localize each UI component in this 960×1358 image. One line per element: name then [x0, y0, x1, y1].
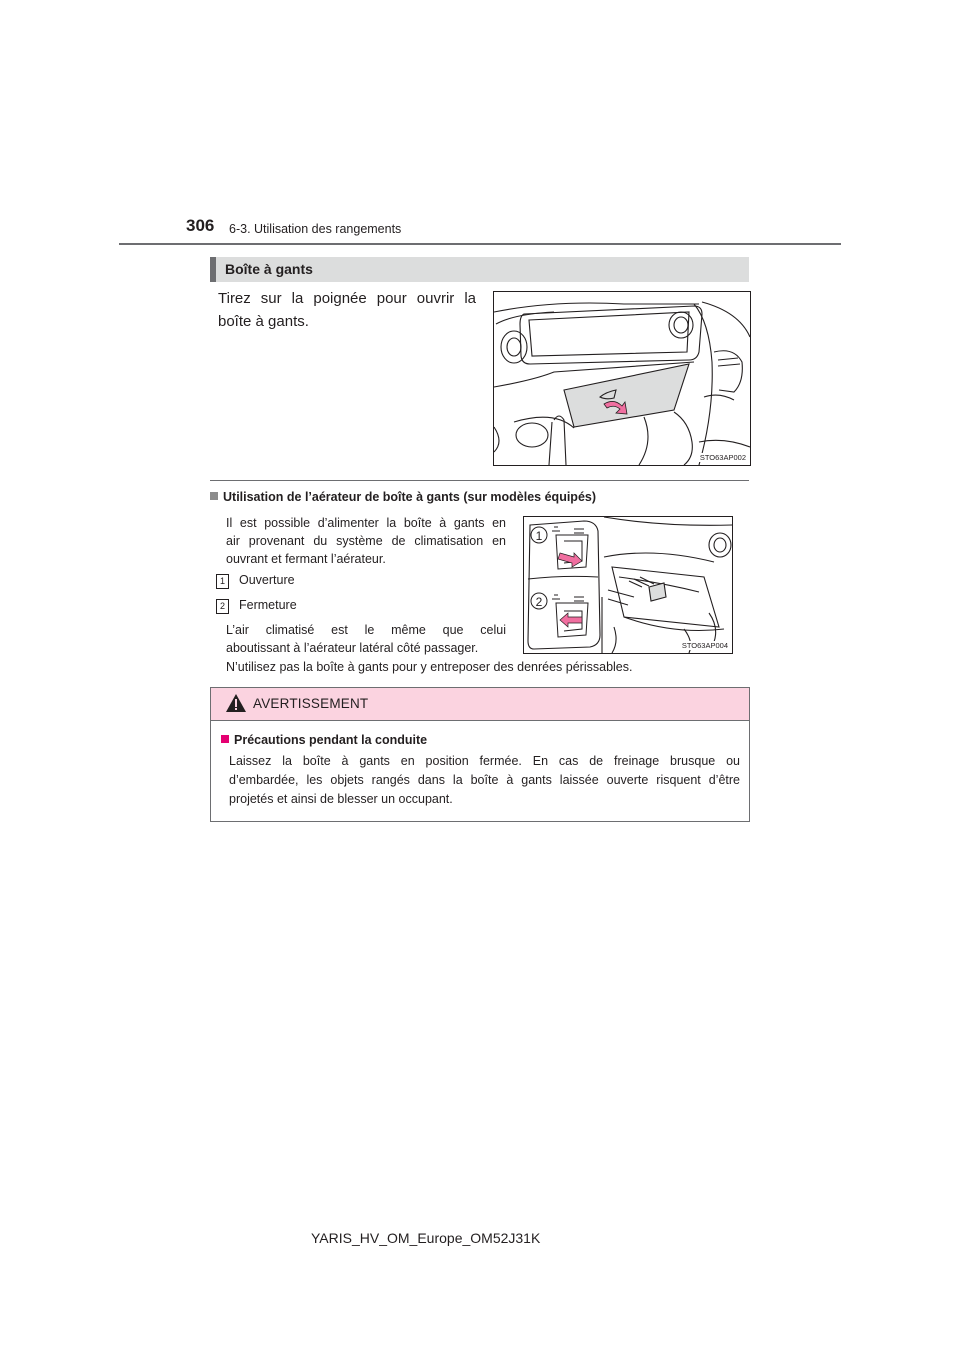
- paragraph-line: L’air climatisé est le même que celui: [226, 623, 506, 637]
- item-number: 2: [216, 599, 229, 614]
- dashboard-drawing: [494, 292, 750, 465]
- paragraph-line: air provenant du système de climatisation en: [226, 534, 506, 548]
- section-title: Boîte à gants: [225, 261, 313, 277]
- section-divider: [210, 480, 749, 481]
- subsection-heading: [210, 490, 596, 504]
- header-rule: [119, 243, 841, 245]
- square-bullet-icon: [221, 735, 229, 743]
- footer-doc-id: YARIS_HV_OM_Europe_OM52J31K: [311, 1230, 541, 1246]
- page-number: 306: [186, 216, 215, 235]
- warning-title: AVERTISSEMENT: [253, 696, 369, 711]
- warning-subtitle: [221, 733, 427, 747]
- perishables-note: N’utilisez pas la boîte à gants pour y entreposer des denrées périssables.: [226, 660, 633, 674]
- glove-box-illustration: [493, 291, 751, 466]
- intro-line: boîte à gants.: [218, 313, 309, 330]
- warning-line: Laissez la boîte à gants en position fermée. En cas de freinage brusque ou: [229, 754, 740, 768]
- item-number: 1: [216, 574, 229, 589]
- callout-number: 2: [535, 595, 543, 609]
- item-label: Fermeture: [239, 598, 297, 612]
- item-label: Ouverture: [239, 573, 295, 587]
- warning-triangle-icon: [225, 693, 247, 713]
- square-bullet-icon: [210, 492, 218, 500]
- intro-line: Tirez sur la poignée pour ouvrir la: [218, 290, 476, 307]
- warning-line: projetés et ainsi de blesser un occupant.: [229, 792, 453, 806]
- aerator-note: [226, 621, 506, 657]
- intro-paragraph: [218, 287, 476, 333]
- section-heading-bar: [210, 257, 216, 282]
- figure-code: STO63AP002: [699, 453, 746, 462]
- list-item-opening: [216, 573, 295, 589]
- aerator-illustration: [523, 516, 733, 654]
- warning-box: [210, 687, 750, 822]
- warning-subtitle-text: Précautions pendant la conduite: [234, 733, 428, 747]
- subsection-title: Utilisation de l’aérateur de boîte à gants (sur modèles équipés): [223, 490, 597, 504]
- chapter-title: 6-3. Utilisation des rangements: [229, 222, 402, 236]
- paragraph-line: ouvrant et fermant l’aérateur.: [226, 552, 386, 566]
- figure-code: STO63AP004: [681, 641, 728, 650]
- callout-number: 1: [535, 529, 543, 543]
- section-heading: [210, 257, 749, 282]
- list-item-closing: [216, 598, 297, 614]
- paragraph-line: Il est possible d’alimenter la boîte à gants en: [226, 516, 506, 530]
- warning-text: [229, 752, 740, 809]
- aerator-paragraph: [226, 514, 506, 568]
- aerator-drawing: [524, 517, 732, 653]
- warning-header: [211, 688, 749, 721]
- warning-line: d’embardée, les objets rangés dans la boîte à gants laissée ouverte risquent d’être: [229, 773, 740, 787]
- paragraph-line: aboutissant à l’aérateur latéral côté passager.: [226, 641, 479, 655]
